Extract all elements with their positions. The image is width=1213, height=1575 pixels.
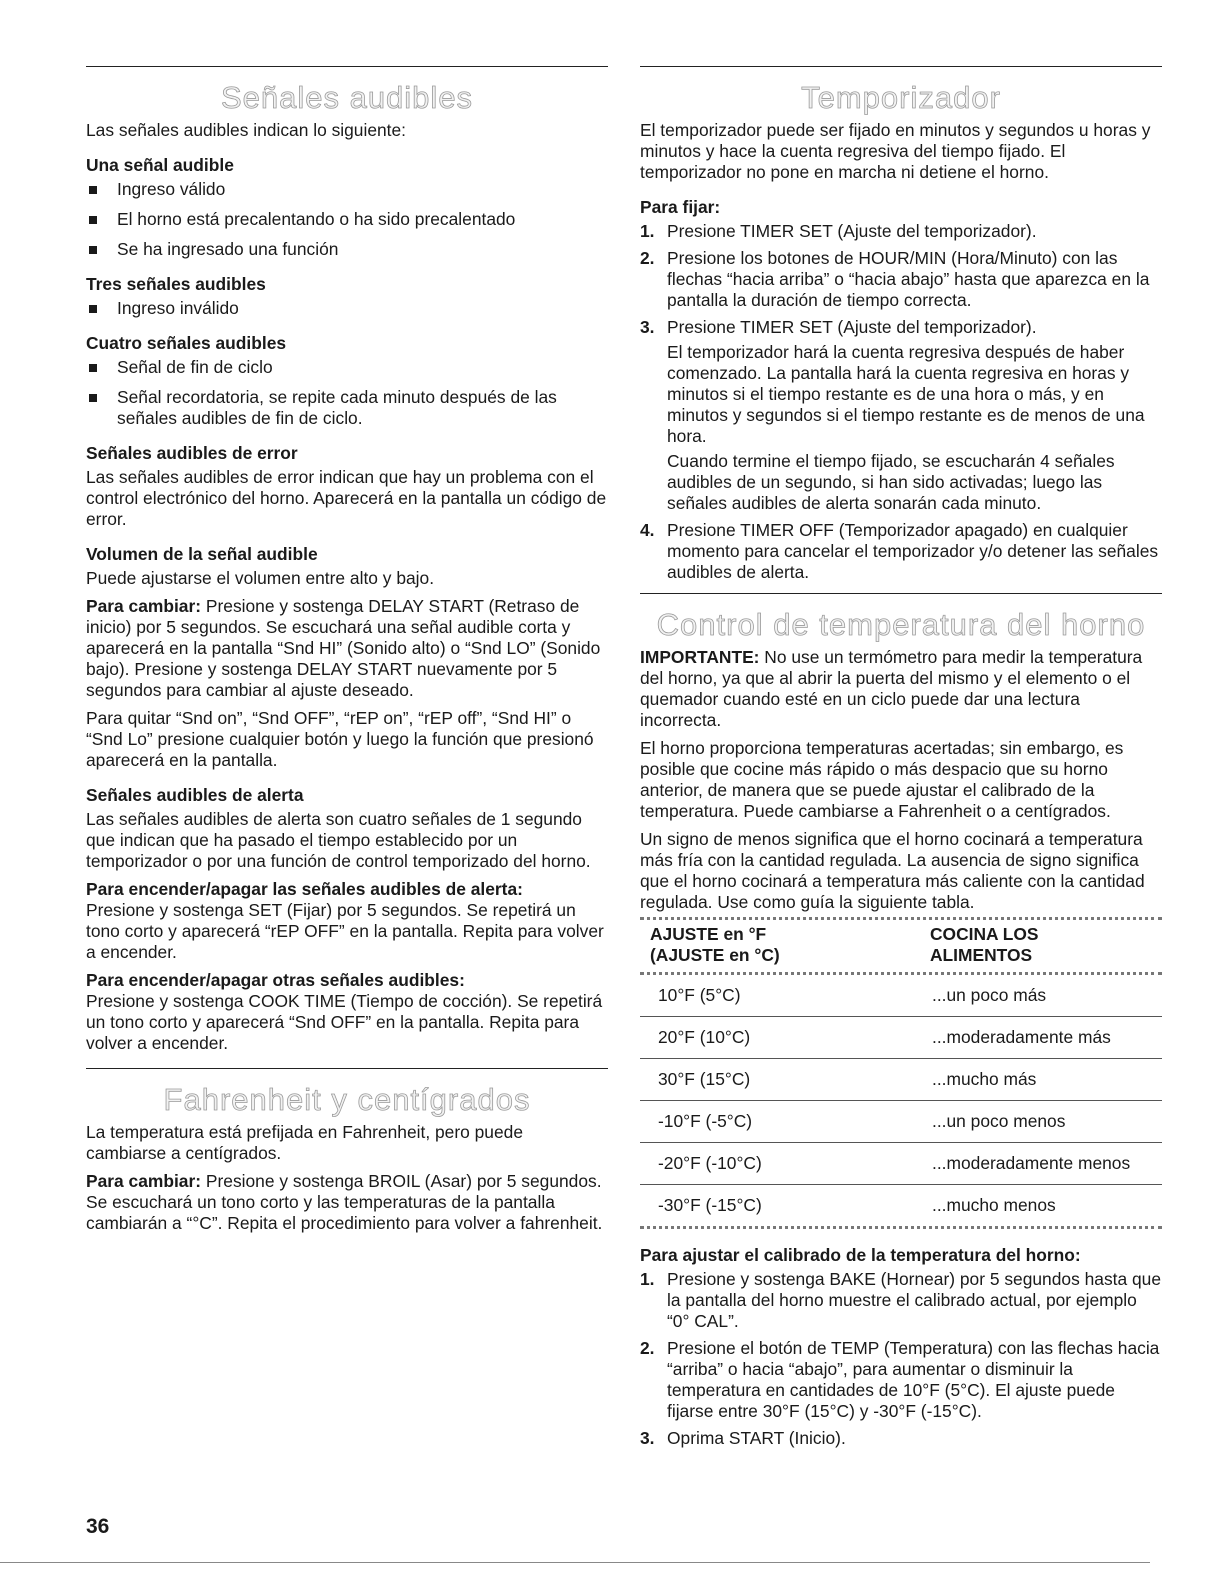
change-text: Presione y sostenga DELAY START (Retraso de inicio) por 5 segundos. Se escuchará una señal audible corta y aparecerá en la pantalla “Snd HI” (Sonido alto) o “Snd LO” (Sonido bajo). Presione y sostenga DELAY START nuevamente por 5 segundos para cambiar al ajuste deseado. [86,596,601,700]
section-title-fahrenheit: Fahrenheit y centígrados [163,1082,531,1117]
page-number: 36 [86,1515,110,1538]
list-item: Se ha ingresado una función [86,239,608,260]
alert-sub1-label: Para encender/apagar las señales audibles de alerta: [86,879,523,899]
heading-una-senal: Una señal audible [86,155,234,175]
header-col-cocina: COCINA LOS ALIMENTOS [930,924,1039,965]
volume-text: Puede ajustarse el volumen entre alto y bajo. [86,568,435,588]
left-column [86,66,608,1241]
important-text: No use un termómetro para medir la temperatura del horno, ya que al abrir la puerta del mismo y el elemento o el quemador cuando esté en un ciclo puede dar una lectura incorrecta. [640,647,1143,730]
section-title-senales: Señales audibles [220,80,474,115]
list-una-senal [86,179,608,260]
list-item: El horno está precalentando o ha sido precalentado [86,209,608,230]
important-label: IMPORTANTE: [640,647,760,667]
change-label: Para cambiar: [86,1171,202,1191]
bottom-rule [0,1562,1150,1563]
section-rule [86,66,608,67]
bullet-icon [89,364,97,372]
table-row: -20°F (-10°C) ...moderadamente menos [640,1143,1162,1185]
table-row: -10°F (-5°C) ...un poco menos [640,1101,1162,1143]
timer-steps [640,221,1162,583]
table-row: 10°F (5°C) ...un poco más [640,975,1162,1017]
step-item: 2. Presione los botones de HOUR/MIN (Hora/Minuto) con las flechas “hacia arriba” o “hacia abajo” hasta que aparezca en la pantalla la duración de tiempo correcta. [640,248,1150,310]
list-item: Señal recordatoria, se repite cada minuto después de las señales audibles de fin de ciclo. [86,387,608,429]
list-item: Ingreso válido [86,179,608,200]
heading-para-fijar: Para fijar: [640,197,721,217]
fahrenheit-change-paragraph [86,1171,608,1234]
table-header [640,920,1162,972]
intro-text: Las señales audibles indican lo siguiente: [86,120,407,140]
section-rule [640,66,1162,67]
bullet-icon [89,186,97,194]
list-item: Ingreso inválido [86,298,608,319]
section-rule [640,593,1162,594]
step-item: 2. Presione el botón de TEMP (Temperatura) con las flechas hacia “arriba” o hacia “abajo”, para aumentar o disminuir la temperatura en cantidades de 10°F (5°C). El ajuste puede fijarse entre 30°F (15°C) y -30°F (-15°C). [640,1338,1160,1421]
step-item: 1. Presione y sostenga BAKE (Hornear) por 5 segundos hasta que la pantalla del horno muestre el calibrado actual, por ejemplo “0° CAL”. [640,1269,1161,1331]
step-extra: El temporizador hará la cuenta regresiva después de haber comenzado. La pantalla hará la cuenta regresiva en horas y minutos si el tiempo restante es de una hora o más, y en minutos y segundos si el tiempo restante es de menos de una hora. [667,342,1145,446]
fahrenheit-text: La temperatura está prefijada en Fahrenheit, pero puede cambiarse a centígrados. [86,1122,523,1163]
bullet-icon [89,394,97,402]
volume-change-paragraph [86,596,608,701]
table-row: 30°F (15°C) ...mucho más [640,1059,1162,1101]
step-item: 1. Presione TIMER SET (Ajuste del temporizador). [640,221,1037,241]
section-title-control-temperatura: Control de temperatura del horno [656,607,1146,642]
table-row: 20°F (10°C) ...moderadamente más [640,1017,1162,1059]
heading-cuatro-senales: Cuatro señales audibles [86,333,287,353]
timer-intro: El temporizador puede ser fijado en minutos y segundos u horas y minutos y hace la cuenta regresiva del tiempo fijado. El temporizador no pone en marcha ni detiene el horno. [640,120,1151,182]
alert-sub2-label: Para encender/apagar otras señales audibles: [86,970,465,990]
list-cuatro-senales [86,357,608,429]
heading-volumen: Volumen de la señal audible [86,544,318,564]
section-rule [86,1068,608,1069]
heading-alerta: Señales audibles de alerta [86,785,304,805]
alert-sub1-text: Presione y sostenga SET (Fijar) por 5 segundos. Se repetirá un tono corto y aparecerá “rEP OFF” en la pantalla. Repita para volver a encender. [86,900,604,962]
calibration-steps [640,1269,1162,1449]
alert-text: Las señales audibles de alerta son cuatro señales de 1 segundo que indican que ha pasado el tiempo establecido por un temporizador o por una función de control temporizado del horno. [86,809,591,871]
heading-tres-senales: Tres señales audibles [86,274,266,294]
right-column [640,66,1162,1455]
bullet-icon [89,216,97,224]
alert-sub2-text: Presione y sostenga COOK TIME (Tiempo de cocción). Se repetirá un tono corto y aparecerá “Snd OFF” en la pantalla. Repita para volver a encender. [86,991,603,1053]
step-item: 4. Presione TIMER OFF (Temporizador apagado) en cualquier momento para cancelar el temporizador y/o detener las señales audibles de alerta. [640,520,1159,582]
table-body [640,975,1162,1226]
temp-paragraph-2: El horno proporciona temperaturas acertadas; sin embargo, es posible que cocine más rápido o más despacio que su horno anterior, de manera que se puede ajustar el calibrado de la temperatura. Puede cambiarse a Fahrenheit o a centígrados. [640,738,1124,821]
heading-calibrado: Para ajustar el calibrado de la temperatura del horno: [640,1245,1081,1265]
calibration-table [640,917,1162,1229]
volume-remove-text: Para quitar “Snd on”, “Snd OFF”, “rEP on”, “rEP off”, “Snd HI” o “Snd Lo” presione cualquier botón y luego la función que presionó aparecerá en la pantalla. [86,708,594,770]
heading-error: Señales audibles de error [86,443,298,463]
step-item: 3. Presione TIMER SET (Ajuste del temporizador). El temporizador hará la cuenta regresiva después de haber comenzado. La pantalla hará la cuenta regresiva en horas y minutos si el tiempo restante es de una hora o más, y en minutos y segundos si el tiempo restante es de menos de una hora. Cuando termine el tiempo fijado, se escucharán 4 señales audibles de un segundo, si han sido activadas; luego las señales audibles de alerta sonarán cada minuto. [640,317,1162,514]
temp-paragraph-3: Un signo de menos significa que el horno cocinará a temperatura más fría con la cantidad regulada. La ausencia de signo significa que el horno cocinará a temperatura más caliente con la cantidad regulada. Use como guía la siguiente tabla. [640,829,1145,912]
list-item: Señal de fin de ciclo [86,357,608,378]
list-tres-senales [86,298,608,319]
change-label: Para cambiar: [86,596,202,616]
step-item: 3. Oprima START (Inicio). [640,1428,846,1448]
header-col-ajuste: AJUSTE en °F (AJUSTE en °C) [650,924,780,965]
error-text: Las señales audibles de error indican que hay un problema con el control electrónico del horno. Aparecerá en la pantalla un código de error. [86,467,607,529]
table-row: -30°F (-15°C) ...mucho menos [658,1195,1056,1215]
table-bottom-border [640,1226,1162,1229]
step-extra: Cuando termine el tiempo fijado, se escucharán 4 señales audibles de un segundo, si han sido activadas; luego las señales audibles de alerta sonarán cada minuto. [667,451,1115,513]
change-text: Presione y sostenga BROIL (Asar) por 5 segundos. Se escuchará un tono corto y las temperaturas de la pantalla cambiarán a “°C”. Repita el procedimiento para volver a fahrenheit. [86,1171,603,1233]
section-title-temporizador: Temporizador [801,80,1001,115]
important-paragraph [640,647,1162,731]
bullet-icon [89,246,97,254]
bullet-icon [89,305,97,313]
